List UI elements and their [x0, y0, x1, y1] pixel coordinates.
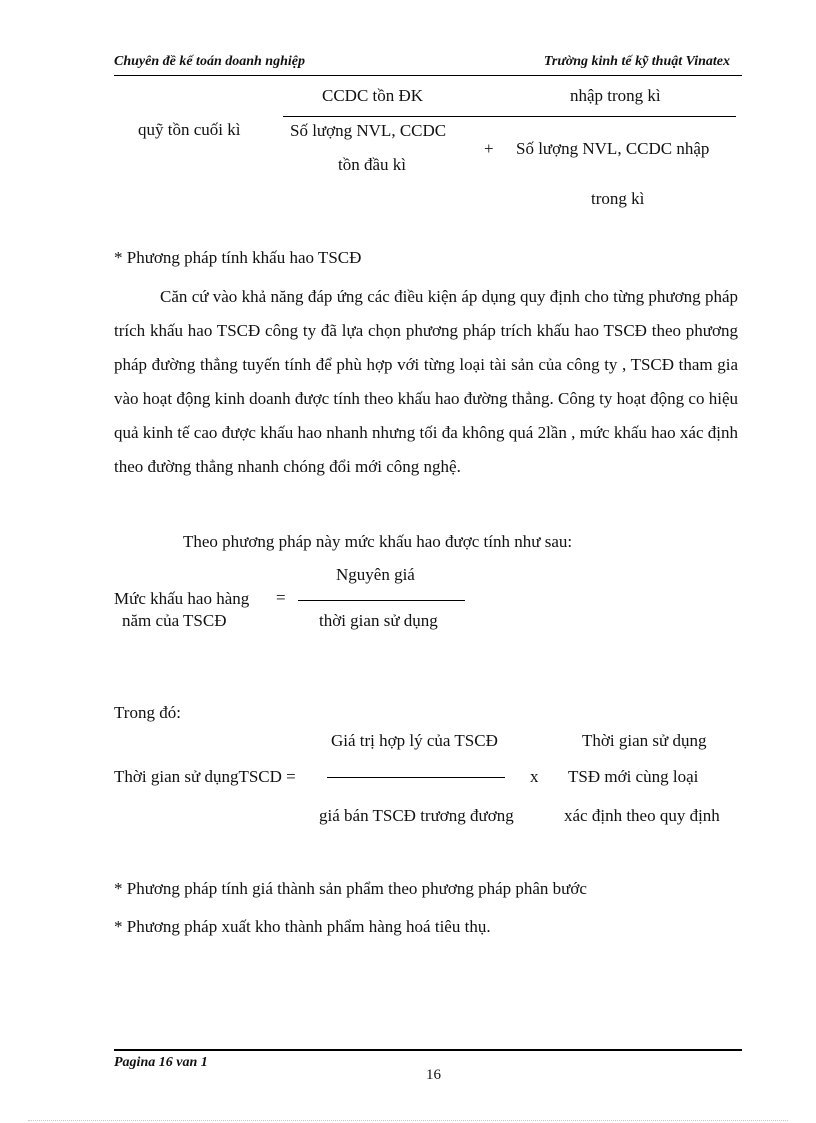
formula-top-numerator-left: CCDC tồn ĐK — [322, 86, 424, 105]
annual-formula-label-1: Mức khấu hao hàng — [114, 589, 250, 608]
annual-formula-label-2: năm của TSCĐ — [122, 611, 227, 630]
footer-rule — [114, 1049, 742, 1051]
formula-top-left-label: quỹ tồn cuối kì — [138, 120, 241, 139]
formula-top-numerator-right: nhập trong kì — [570, 86, 661, 105]
where-lhs: Thời gian sử dụngTSCD = — [114, 767, 296, 786]
header-rule — [114, 75, 742, 76]
header-left-title: Chuyên đề kế toán doanh nghiệp — [114, 54, 305, 69]
where-right-line-3: xác định theo quy định — [564, 806, 720, 825]
where-right-line-1: Thời gian sử dụng — [582, 731, 707, 750]
depreciation-paragraph: Căn cứ vào khả năng đáp ứng các điều kiện áp dụng quy định cho từng phương pháp trích khấu hao TSCĐ công ty đã lựa chọn phương pháp trích khấu hao TSCĐ theo phương pháp đường thẳng tuyến tính để phù hợp với từng loại tài sản của công ty , TSCĐ tham gia vào hoạt động kinh doanh được tính theo khấu hao đường thẳng. Công ty hoạt động co hiệu quả kinh tế cao được khấu hao nhanh nhưng tối đa không quá 2lần , mức khấu hao xác định theo đường thẳng nhanh chóng đổi mới công nghệ. — [114, 287, 738, 476]
where-right-line-2: TSĐ mới cùng loại — [568, 767, 699, 786]
annual-formula-equals: = — [276, 588, 286, 607]
annual-formula-denominator: thời gian sử dụng — [319, 611, 438, 630]
footer-label: Pagina 16 van 1 — [114, 1055, 208, 1070]
formula-top-fraction-line — [283, 116, 736, 117]
where-numerator: Giá trị hợp lý của TSCĐ — [331, 731, 498, 750]
formula-top-denominator-right-1: Số lượng NVL, CCDC nhập — [516, 139, 710, 158]
header-right-title: Trường kinh tế kỹ thuật Vinatex — [543, 54, 730, 69]
formula-top-plus-sign: + — [484, 139, 494, 158]
bullet-item: * Phương pháp xuất kho thành phẩm hàng hoá tiêu thụ. — [114, 917, 491, 936]
formula-top-denominator-left-2: tồn đầu kì — [338, 155, 406, 174]
formula-top-denominator-right-2: trong kì — [591, 189, 645, 208]
depreciation-heading: * Phương pháp tính khấu hao TSCĐ — [114, 248, 362, 267]
page-bottom-dotted-line — [28, 1120, 788, 1121]
bullet-item: * Phương pháp tính giá thành sản phẩm theo phương pháp phân bước — [114, 879, 587, 898]
depreciation-intro: Theo phương pháp này mức khấu hao được tính như sau: — [183, 532, 573, 551]
page-number: 16 — [426, 1067, 441, 1083]
annual-formula-fraction-line — [298, 600, 465, 601]
annual-formula-numerator: Nguyên giá — [336, 565, 415, 584]
where-fraction-line — [327, 777, 505, 778]
formula-top-denominator-left-1: Số lượng NVL, CCDC — [290, 121, 447, 140]
where-label: Trong đó: — [114, 703, 181, 722]
where-denominator: giá bán TSCĐ trương đương — [319, 806, 514, 825]
where-times-sign: x — [530, 767, 539, 786]
